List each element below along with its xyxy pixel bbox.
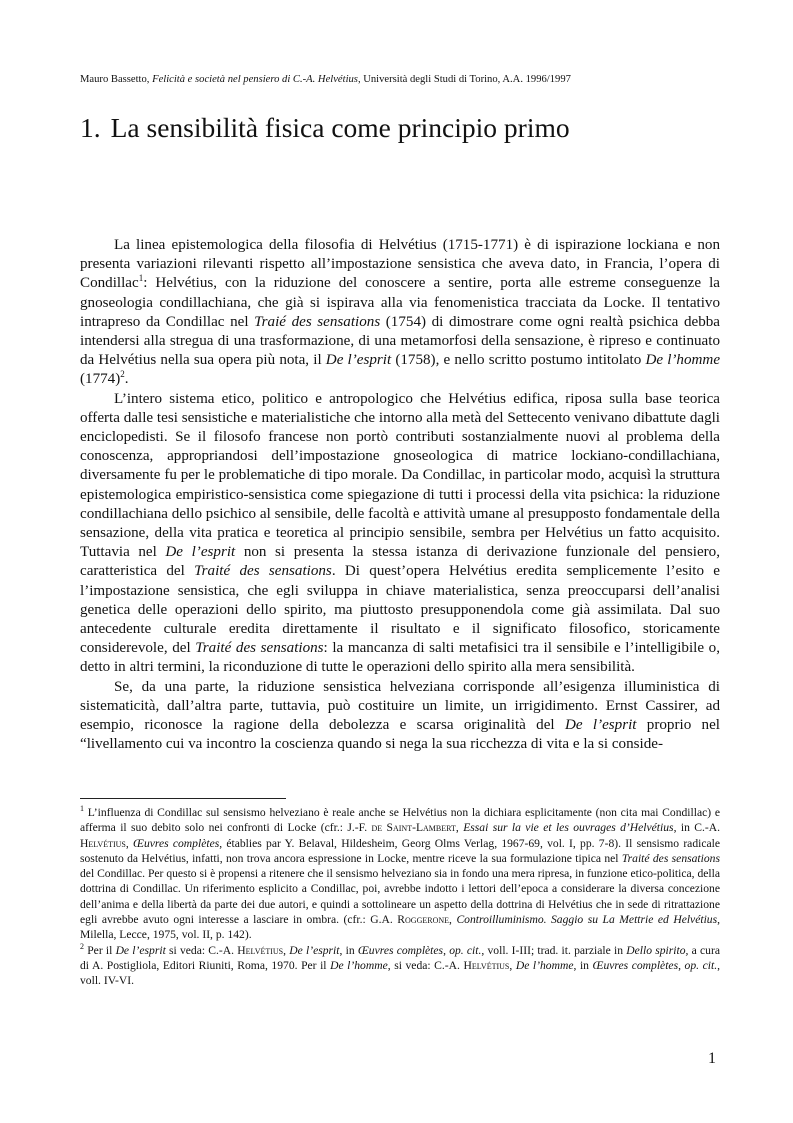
text-run: non si presenta la stessa istanza di derivazione funzionale del pensiero, caratteristica del xyxy=(80,544,721,580)
text-run: L’intero sistema etico, politico e antropologico che Helvétius edifica, riposa sulla base teorica offerta dalle tesi sensistiche e materialistiche che intorno alla metà del Settecento venivano dibattute dagli enciclopedisti. Se il filosofo francese non portò contributi sostanzialmente nuovi al problema della conoscenza, appropriandosi dell’impostazione gnoseologica di matrice lockiano-condillachiana, diversamente fu per le problematiche di tipo morale. Da Condillac, in particolar modo, acquisì la struttura epistemologica empiristico-sensistica come spiegazione di tutti i processi della vita psichica: la riduzione condillachiana dello psichico al sensibile, delle facoltà e attività umane al presupposto fondamentale della sensazione, della vita pratica e teoretica al principio sensibile, sembra per Helvétius un fatto acquisito. Tuttavia nel xyxy=(80,390,720,561)
text-run: , xyxy=(449,913,457,927)
chapter-number: 1. xyxy=(80,112,101,143)
text-run: (1774) xyxy=(80,371,121,388)
text-run: a cura di A. Postigliola, Editori Riuniti, Roma, 1970. Per il xyxy=(80,943,720,972)
author-name: Roggerone xyxy=(397,913,450,927)
page-number: 1 xyxy=(708,1050,716,1067)
running-head-author: Mauro Bassetto, xyxy=(80,74,153,85)
author-name: Helvétius xyxy=(463,958,510,972)
text-run: , xyxy=(125,836,133,850)
author-name: Helvétius xyxy=(80,836,126,850)
text-run: del Condillac. Per questo si è propensi a ritenere che il sensismo helveziano sia in fondo una mera ripresa, in funzione etico-politica, della dottrina di Condillac. Un riferimento esplicito a Condillac, poi, avrebbe indotto i lettori dell’epoca a considerare la diversa concezione dell’anima e della libertà da parte dei due autori, e quindi a sottolineare un aspetto della dottrina di Helvétius che in sede di ritrattazione egli avrebbe avuto ogni interesse a lasciare in ombra. (cfr.: G.A. xyxy=(80,867,720,927)
text-run: , xyxy=(283,943,290,957)
text-run: L’influenza di Condillac sul sensismo helveziano è reale anche se Helvétius non la dichiara esplicitamente (non cita mai Condillac) e afferma il suo debito solo nei confronti di Locke (cfr.: J.-F. xyxy=(80,806,720,835)
italic-title: De l’esprit xyxy=(325,352,392,369)
italic-title: De l’homme xyxy=(330,958,388,972)
text-run: Se, da una parte, la riduzione sensistica helveziana corrisponde all’esigenza illuministica di sistematicità, dall’altra parte, tuttavia, può costituire un limite, un irrigidimento. Ernst Cassirer, ad esempio, riconosce la ragione della debolezza e scarsa originalità del xyxy=(80,678,720,734)
text-run: , xyxy=(443,943,450,957)
text-run: (1754) di dimostrare come ogni realtà psichica debba intendersi alla stregua di una trasformazione, di una metamorfosi della sensazione, è ripreso e continuato da Helvétius nella sua opera più nota, il xyxy=(80,313,720,369)
footnotes xyxy=(80,805,720,989)
text-run: La linea epistemologica della filosofia di Helvétius (1715-1771) è di ispirazione lockiana e non presenta variazioni rilevanti rispetto all’impostazione sensistica che aveva dato, in Francia, l’opera di Condillac xyxy=(80,237,720,292)
running-head xyxy=(80,74,720,85)
text-run: , voll. IV-VI. xyxy=(80,958,720,988)
italic-title: Œuvres complètes xyxy=(592,958,679,972)
italic-title: De l’homme xyxy=(515,958,574,972)
text-run: , voll. I-III; trad. it. parziale in xyxy=(481,943,627,957)
author-name: Helvétius xyxy=(237,943,284,957)
paragraph-2 xyxy=(80,390,720,678)
footnote-mark: 1 xyxy=(80,804,84,814)
footnote-ref-2[interactable]: 2 xyxy=(120,369,125,380)
italic-title: De l’homme xyxy=(645,352,721,369)
text-run: , établies par Y. Belaval, Hildesheim, Georg Olms Verlag, 1967-69, vol. I, pp. 7-8). Il sensismo radicale sostenuto da Helvétius, infatti, non trova ancora espressione in Locke, mentre riceve la sua formulazione tipica nel xyxy=(80,836,721,865)
chapter-title-text: La sensibilità fisica come principio primo xyxy=(110,112,570,143)
italic-title: Traié des sensations xyxy=(254,313,381,330)
paragraph-1 xyxy=(80,236,720,390)
italic-title: Traité des sensations xyxy=(194,563,332,580)
italic-title: Essai sur la vie et les ouvrages d’Helvétius xyxy=(463,821,674,835)
text-run: , in xyxy=(573,958,593,972)
italic-title: De l’esprit xyxy=(564,717,637,734)
text-run: , in C.-A. xyxy=(673,821,721,835)
italic-title: Dello spirito, xyxy=(626,943,689,957)
italic-title: De l’esprit xyxy=(115,943,166,957)
text-run: , xyxy=(509,958,516,972)
italic-title: Traité des sensations xyxy=(195,640,324,657)
author-name: de Saint-Lambert xyxy=(371,821,456,835)
footnote-2 xyxy=(80,943,720,989)
running-head-rest: , Università degli Studi di Torino, A.A. 1996/1997 xyxy=(357,74,571,85)
footnote-1 xyxy=(80,805,720,943)
text-run: proprio nel “livellamento cui va incontro la coscienza quando si nega la sua ricchezza di vita e la si conside- xyxy=(80,717,720,753)
text-run: , si veda: C.-A. xyxy=(387,958,464,972)
running-head-title: Felicità e società nel pensiero di C.-A. Helvétius xyxy=(152,74,358,85)
body-text xyxy=(80,236,720,754)
chapter-title xyxy=(80,112,570,144)
text-run: . xyxy=(124,371,129,388)
text-run: , Milella, Lecce, 1975, vol. II, p. 142). xyxy=(80,913,721,942)
text-run: , xyxy=(455,821,464,835)
italic-title: Œuvres complètes xyxy=(133,836,220,850)
text-run: : la mancanza di salti metafisici tra il sensibile e l’intelligibile o, detto in altri termini, la riconduzione di tutte le operazioni dello spirito alla mera sensibilità. xyxy=(80,640,720,676)
italic-title: Traité des sensations xyxy=(621,851,720,865)
text-run: (1758), e nello scritto postumo intitolato xyxy=(391,352,646,369)
text-run: Per il xyxy=(84,943,116,957)
italic-title: De l’esprit xyxy=(165,544,236,561)
italic-title: Œuvres complètes xyxy=(357,943,444,957)
footnote-ref-1[interactable]: 1 xyxy=(138,273,144,284)
text-run: , in xyxy=(339,943,358,957)
text-run: . Di quest’opera Helvétius eredita semplicemente l’esito e l’impostazione sensistica, che egli sviluppa in chiave materialistica, senza preoccuparsi dell’analisi genetica delle operazioni dello spirito, ma piuttosto presupponendola come già assimilata. Dal suo antecedente culturale eredita direttamente il risultato e il significato filosofico, storicamente considerevole, del xyxy=(80,563,721,657)
italic-title: De l’esprit xyxy=(289,943,340,957)
italic-title: Controilluminismo. Saggio su La Mettrie ed Helvétius xyxy=(456,913,718,927)
text-run: , xyxy=(678,958,685,972)
paragraph-3 xyxy=(80,678,720,755)
footnote-separator xyxy=(80,798,286,799)
text-run: si veda: C.-A. xyxy=(165,943,238,957)
footnote-mark: 2 xyxy=(80,941,84,951)
italic-title: op. cit. xyxy=(684,958,718,972)
italic-title: op. cit. xyxy=(449,943,482,957)
text-run: : Helvétius, con la riduzione del conoscere a sentire, porta alle estreme conseguenze la gnoseologia condillachiana, che già si ispirava alla via fenomenistica tracciata da Locke. Il tentativo intrapreso da Condillac nel xyxy=(80,275,720,330)
